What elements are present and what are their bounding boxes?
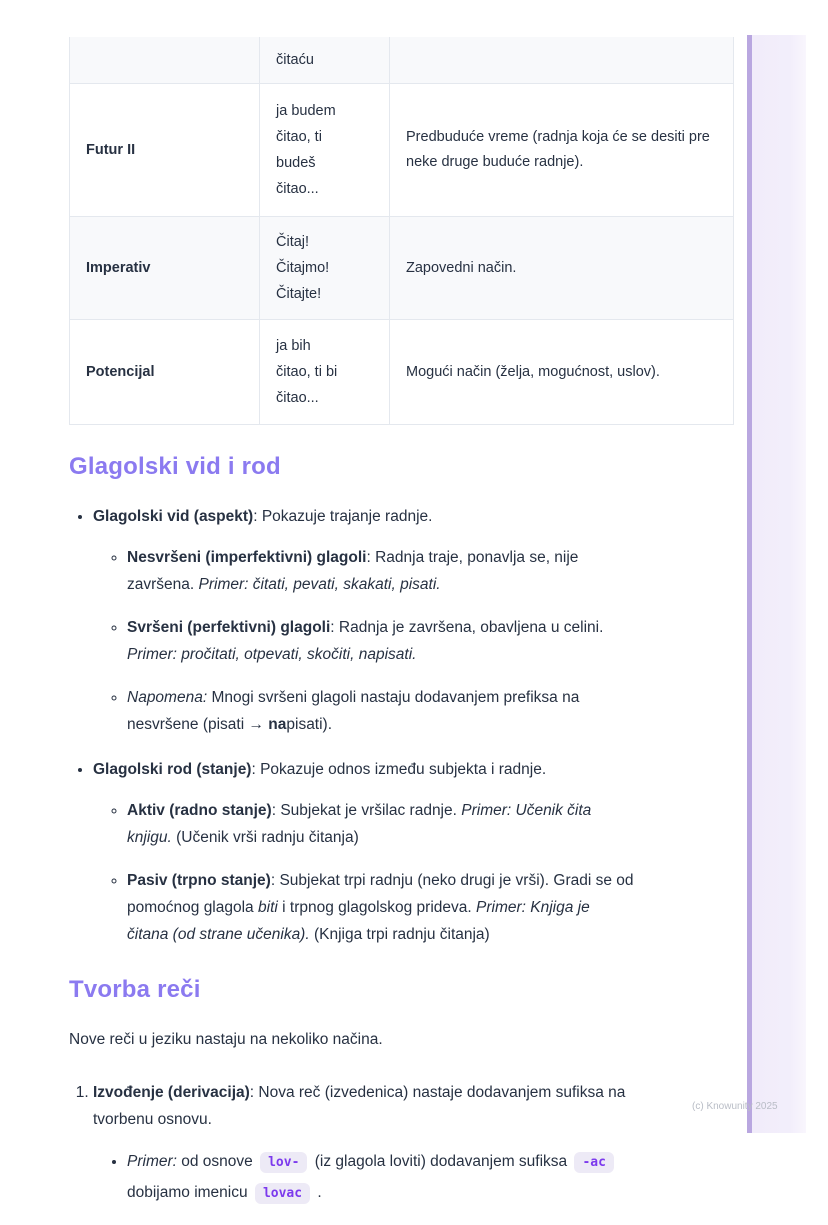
form-line: budeš [276,155,316,171]
text-run: : Pokazuje odnos između subjekta i radnje. [251,761,547,778]
text-run: Primer: pročitati, otpevati, skočiti, napisati. [127,646,417,663]
forms-cell [260,37,390,84]
text-run: : Pokazuje trajanje radnje. [253,508,433,525]
description-cell [390,37,734,84]
text-run: i trpnog glagolskog prideva. [277,899,477,916]
forms-cell [260,84,390,217]
list-item-text [127,802,591,846]
forms-cell [260,320,390,425]
conjugation-table [69,37,734,425]
text-run: Glagolski vid (aspekt) [93,508,254,525]
text-run: (Učenik vrši radnju čitanja) [171,829,359,846]
next-page-edge-panel [752,35,806,1133]
page-edge-accent-strip [747,35,752,1133]
table-row [70,217,734,320]
list-item-text [93,508,432,525]
list-item-text [127,619,603,663]
form-line: čitao... [276,181,319,197]
text-run: Primer: Učenik čita knjigu. [127,802,592,846]
description-cell: Mogući način (želja, mogućnost, uslov). [390,320,734,425]
form-line: čitao, ti [276,129,322,145]
text-run: biti [258,899,278,916]
text-run: Svršeni (perfektivni) glagoli [127,619,331,636]
list-item-text [127,1153,617,1201]
text-run: : Subjekat trpi radnju (neko drugi je vrši). Gradi se od pomoćnog glagola [127,872,634,916]
text-run: Mnogi svršeni glagoli nastaju dodavanjem prefiksa na nesvršene (pisati → [127,689,580,733]
text-run: : Radnja traje, ponavlja se, nije završena. [127,549,579,593]
tense-label-cell [70,37,260,84]
form-line: Čitaj! [276,234,310,250]
text-run: . [313,1184,322,1201]
tvorba-numbered-list [69,1079,634,1209]
text-run: Primer: čitati, pevati, skakati, pisati. [198,576,441,593]
description-cell: Zapovedni način. [390,217,734,320]
form-line: čitao, ti bi [276,364,338,380]
list-item-text [127,872,634,943]
form-line: čitaću [276,52,314,68]
list-item [127,1147,634,1209]
knowunity-watermark: (c) Knowunity 2025 [692,1101,778,1112]
text-run: dobijamo imenicu [127,1184,252,1201]
list-item [93,503,634,738]
list-item [127,797,634,851]
text-run: Izvođenje (derivacija) [93,1084,250,1101]
section-heading-glagolski-vid: Glagolski vid i rod [69,453,281,480]
form-line: Čitajmo! [276,260,330,276]
text-run: Aktiv (radno stanje) [127,802,272,819]
text-run: : Nova reč (izvedenica) nastaje dodavanjem sufiksa na tvorbenu osnovu. [93,1084,626,1128]
text-run: Nesvršeni (imperfektivni) glagoli [127,549,367,566]
list-item-text [127,549,578,593]
sub-list [93,544,634,738]
section-heading-tvorba-reci: Tvorba reči [69,976,201,1003]
form-line: ja bih [276,338,311,354]
tense-label-cell: Imperativ [70,217,260,320]
forms-cell [260,217,390,320]
section-intro-text: Nove reči u jeziku nastaju na nekoliko načina. [69,1031,383,1048]
tense-label-cell: Futur II [70,84,260,217]
description-cell: Predbuduće vreme (radnja koja će se desiti pre neke druge buduće radnje). [390,84,734,217]
text-run: Glagolski rod (stanje) [93,761,252,778]
text-run: (Knjiga trpi radnju čitanja) [309,926,490,943]
text-run: (iz glagola loviti) dodavanjem sufiksa [310,1153,572,1170]
form-line: čitao... [276,390,319,406]
table-row [70,84,734,217]
tense-label-cell: Potencijal [70,320,260,425]
text-run: Primer: Knjiga je čitana (od strane učenika). [127,899,590,943]
code-token: lovac [255,1183,310,1204]
text-run: Napomena: [127,689,208,706]
list-item [127,684,634,738]
text-run: Pasiv (trpno stanje) [127,872,271,889]
vid-rod-list [69,503,634,948]
list-item [127,867,634,948]
code-token: -ac [574,1152,613,1173]
text-run: pisati). [286,716,333,733]
form-line: ja budem [276,103,336,119]
list-item [93,1079,634,1209]
list-item [127,544,634,598]
text-run: : Subjekat je vršilac radnje. [271,802,462,819]
text-run: : Radnja je završena, obavljena u celini. [330,619,604,636]
list-item-text [93,761,546,778]
list-item [127,614,634,668]
table-row [70,37,734,84]
sub-list [93,1147,634,1209]
list-item-text [127,689,579,733]
document-page [69,37,710,1225]
table-row [70,320,734,425]
form-line: Čitajte! [276,286,322,302]
list-item-text [93,1084,625,1128]
text-run: Primer: [127,1153,177,1170]
sub-list [93,797,634,948]
text-run: od osnove [176,1153,258,1170]
list-item [93,756,634,948]
code-token: lov- [260,1152,307,1173]
text-run: na [268,716,287,733]
